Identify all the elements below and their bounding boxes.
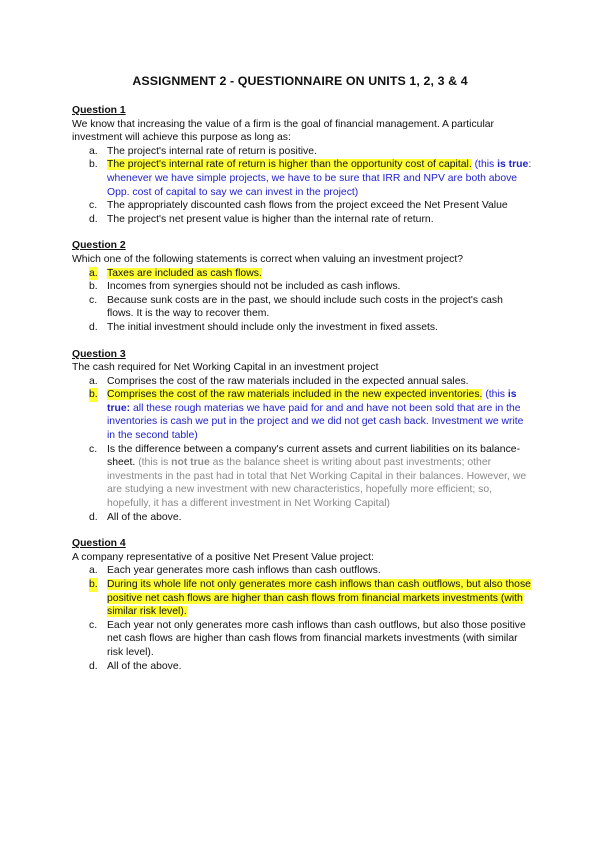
option-text-highlighted: Taxes are included as cash flows.	[107, 267, 262, 279]
option-c	[72, 619, 532, 660]
option-letter: c.	[89, 200, 98, 212]
options-list	[72, 267, 532, 335]
note-post: : whenever we have simple projects, we have to be sure that IRR and NPV are both above Opp. cost of capital to say we can invest in the project)	[107, 159, 532, 198]
note-pre: (this	[485, 389, 508, 401]
option-text: Incomes from synergies should not be included as cash inflows.	[107, 281, 401, 293]
option-text: All of the above.	[107, 511, 182, 523]
question-heading: Question 1	[72, 105, 126, 116]
option-b	[72, 280, 532, 294]
option-b	[72, 578, 532, 619]
question-heading: Question 4	[72, 538, 126, 550]
option-b	[72, 158, 532, 199]
option-text: Each year not only generates more cash inflows than cash outflows, but also those positive net cash flows are higher than cash flows from financial markets investments (with similar risk level).	[107, 619, 526, 658]
option-note	[107, 457, 526, 509]
document-body	[72, 104, 532, 686]
option-letter: b.	[89, 389, 98, 401]
options-list	[72, 564, 532, 673]
option-letter: a.	[89, 145, 98, 157]
options-list	[72, 145, 532, 227]
option-a	[72, 267, 532, 281]
note-pre: (this	[474, 159, 498, 171]
question-2	[72, 239, 532, 334]
question-stem: Which one of the following statements is correct when valuing an investment project?	[72, 253, 464, 265]
option-c	[72, 443, 532, 511]
document-title: ASSIGNMENT 2 - QUESTIONNAIRE ON UNITS 1, 2, 3 & 4	[132, 74, 468, 88]
option-c	[72, 199, 532, 213]
question-heading: Question 3	[72, 348, 126, 360]
question-stem: A company representative of a positive Net Present Value project:	[72, 551, 374, 563]
option-d	[72, 660, 532, 674]
option-a	[72, 145, 532, 159]
option-text-highlighted: The project's internal rate of return is higher than the opportunity cost of capital.	[107, 159, 472, 171]
options-list	[72, 375, 532, 525]
option-letter: c.	[89, 619, 98, 631]
option-d	[72, 213, 532, 227]
note-bold: is true:	[107, 389, 517, 414]
option-letter: b.	[89, 159, 98, 171]
option-text: The project's internal rate of return is positive.	[107, 145, 317, 157]
question-3	[72, 348, 532, 525]
option-text-highlighted: During its whole life not only generates more cash inflows than cash outflows, but also those positive net cash flows are higher than cash flows from financial markets investments (with similar risk level).	[107, 579, 531, 618]
option-letter: d.	[89, 660, 98, 672]
option-d	[72, 321, 532, 335]
option-text: Because sunk costs are in the past, we should include such costs in the project's cash flows. It is the way to recover them.	[107, 294, 503, 320]
note-post: as the balance sheet is writing about past investments; other investments in the past had in total that Net Working Capital in their balances. However, we are studying a new investment with new characteristics, hopefully more efficient; so, hopefully, it has a different investment in Net Working Capital)	[107, 457, 527, 510]
option-text: Comprises the cost of the raw materials included in the expected annual sales.	[107, 375, 469, 387]
option-text: Each year generates more cash inflows than cash outflows.	[107, 565, 381, 577]
question-stem: We know that increasing the value of a firm is the goal of financial management. A particular investment will achieve this purpose as long as:	[72, 118, 495, 144]
option-c	[72, 294, 532, 321]
option-d	[72, 511, 532, 525]
option-letter: d.	[89, 511, 98, 523]
option-letter: c.	[89, 294, 98, 306]
option-text: All of the above.	[107, 660, 182, 672]
option-letter: d.	[89, 213, 98, 225]
option-letter: b.	[89, 579, 98, 590]
note-pre: (this is	[138, 457, 172, 469]
option-text-highlighted: Comprises the cost of the raw materials included in the new expected inventories.	[107, 389, 483, 401]
option-letter: b.	[89, 281, 98, 293]
option-text: Is the difference between a company's current assets and current liabilities on its balance-sheet.	[107, 443, 521, 469]
question-4	[72, 537, 532, 673]
question-heading: Question 2	[72, 240, 126, 252]
option-b	[72, 388, 532, 442]
option-a	[72, 564, 532, 578]
option-text: The appropriately discounted cash flows from the project exceed the Net Present Value	[107, 200, 508, 212]
option-letter: d.	[89, 321, 98, 333]
option-letter: c.	[89, 443, 98, 455]
option-letter: a.	[89, 375, 98, 387]
option-a	[72, 375, 532, 389]
question-stem: The cash required for Net Working Capital in an investment project	[72, 362, 379, 374]
question-1	[72, 104, 532, 226]
option-letter: a.	[89, 267, 98, 279]
option-text: The project's net present value is higher than the internal rate of return.	[107, 213, 434, 225]
option-letter: a.	[89, 565, 98, 577]
note-bold: not true	[171, 457, 210, 469]
option-text: The initial investment should include only the investment in fixed assets.	[107, 321, 438, 333]
note-post: all these rough materias we have paid for and and have not been sold that are in the inventories is cash we put in the project and we did not get cash back. Investment we write in the second table)	[107, 402, 524, 442]
note-bold: is true	[497, 159, 529, 171]
